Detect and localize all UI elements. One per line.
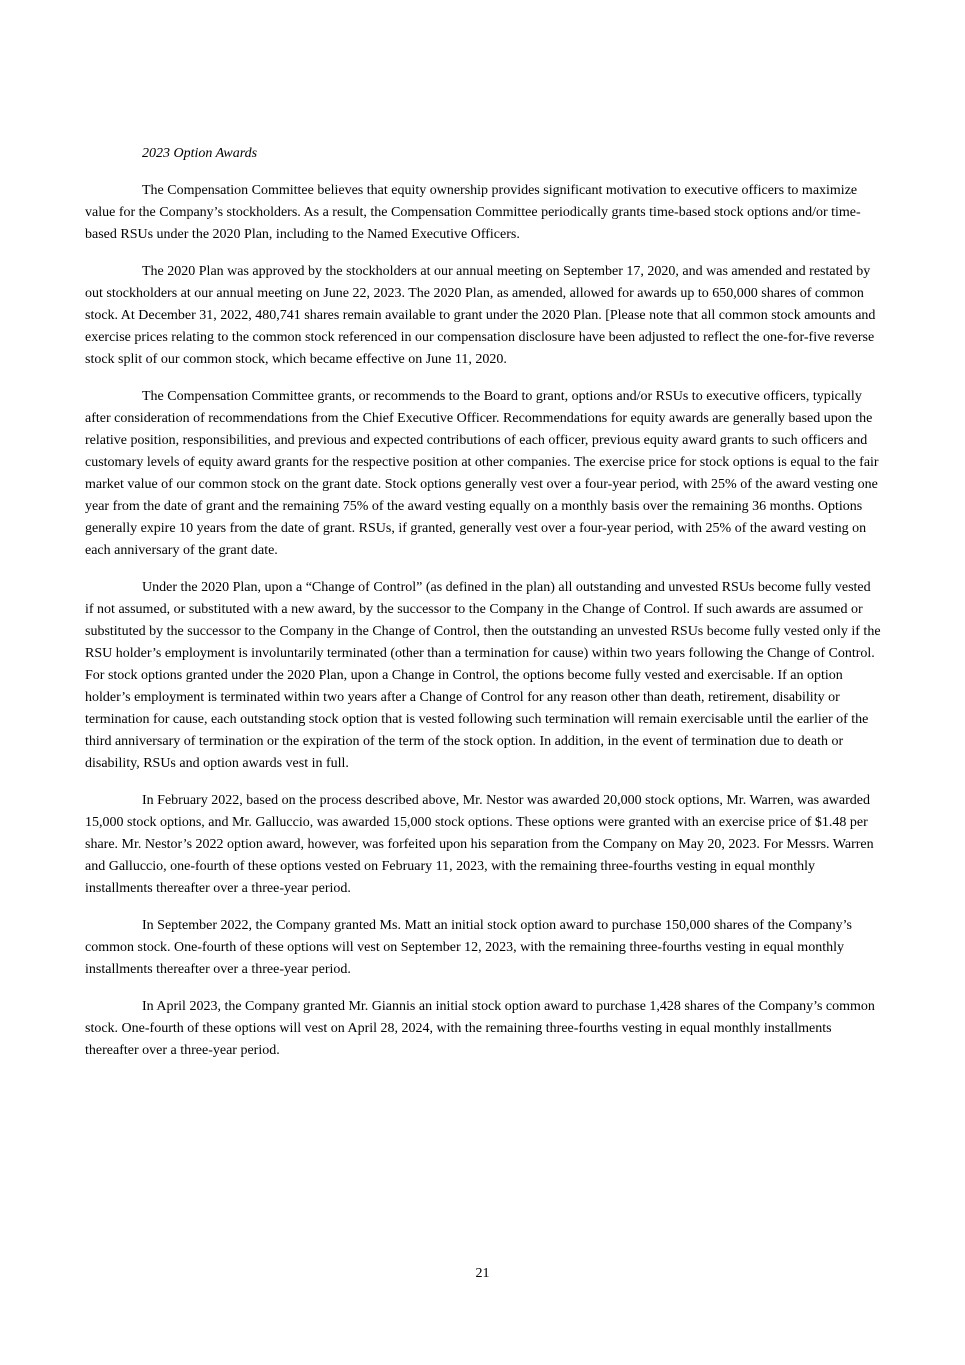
page-number: 21 [475, 1266, 490, 1281]
paragraph-september-2022-award: In September 2022, the Company granted Ms. Matt an initial stock option award to purchase 150,000 shares of the Company’s common stock. One-fourth of these options will vest on September 12, 2023, with the remaining three-fourths vesting in equal monthly installments thereafter over a three-year period. [85, 918, 852, 977]
paragraph-april-2023-award: In April 2023, the Company granted Mr. Giannis an initial stock option award to purchase 1,428 shares of the Company’s common stock. One-fourth of these options will vest on April 28, 2024, with the remaining three-fourths vesting in equal monthly installments thereafter over a three-year period. [85, 999, 875, 1058]
paragraph-equity-ownership: The Compensation Committee believes that equity ownership provides significant motivation to executive officers to maximize value for the Company’s stockholders. As a result, the Compensation Committee periodically grants time-based stock options and/or time-based RSUs under the 2020 Plan, including to the Named Executive Officers. [85, 183, 861, 242]
paragraph-grant-process: The Compensation Committee grants, or recommends to the Board to grant, options and/or RSUs to executive officers, typically after consideration of recommendations from the Chief Executive Officer. Recommendations for equity awards are generally based upon the relative position, responsibilities, and previous and expected contributions of each officer, previous equity award grants to such officers and customary levels of equity award grants for the respective position at other companies. The exercise price for stock options is equal to the fair market value of our common stock on the grant date. Stock options generally vest over a four-year period, with 25% of the award vesting one year from the date of grant and the remaining 75% of the award vesting equally on a monthly basis over the remaining 36 months. Options generally expire 10 years from the date of grant. RSUs, if granted, generally vest over a four-year period, with 25% of the award vesting on each anniversary of the grant date. [85, 389, 879, 558]
document-body [85, 143, 882, 1077]
paragraph-february-2022-awards: In February 2022, based on the process described above, Mr. Nestor was awarded 20,000 stock options, Mr. Warren, was awarded 15,000 stock options, and Mr. Galluccio, was awarded 15,000 stock options. These options were granted with an exercise price of $1.48 per share. Mr. Nestor’s 2022 option award, however, was forfeited upon his separation from the Company on May 20, 2023. For Messrs. Warren and Galluccio, one-fourth of these options vested on February 11, 2023, with the remaining three-fourths vesting in equal monthly installments thereafter over a three-year period. [85, 793, 874, 896]
section-heading: 2023 Option Awards [142, 146, 258, 161]
paragraph-2020-plan: The 2020 Plan was approved by the stockholders at our annual meeting on September 17, 2020, and was amended and restated by out stockholders at our annual meeting on June 22, 2023. The 2020 Plan, as amended, allowed for awards up to 650,000 shares of common stock. At December 31, 2022, 480,741 shares remain available to grant under the 2020 Plan. [Please note that all common stock amounts and exercise prices relating to the common stock referenced in our compensation disclosure have been adjusted to reflect the one-for-five reverse stock split of our common stock, which became effective on June 11, 2020. [85, 264, 876, 367]
paragraph-change-of-control: Under the 2020 Plan, upon a “Change of Control” (as defined in the plan) all outstanding and unvested RSUs become fully vested if not assumed, or substituted with a new award, by the successor to the Company in the Change of Control. If such awards are assumed or substituted by the successor to the Company in the Change of Control, then the outstanding an unvested RSUs become fully vested only if the RSU holder’s employment is involuntarily terminated (other than a termination for cause) within two years following the Change of Control. For stock options granted under the 2020 Plan, upon a Change in Control, the options become fully vested and exercisable. If an option holder’s employment is terminated within two years after a Change of Control for any reason other than death, retirement, disability or termination for cause, each outstanding stock option that is vested following such termination will remain exercisable until the earlier of the third anniversary of termination or the expiration of the term of the stock option. In addition, in the event of termination due to death or disability, RSUs and option awards vest in full. [85, 580, 881, 771]
